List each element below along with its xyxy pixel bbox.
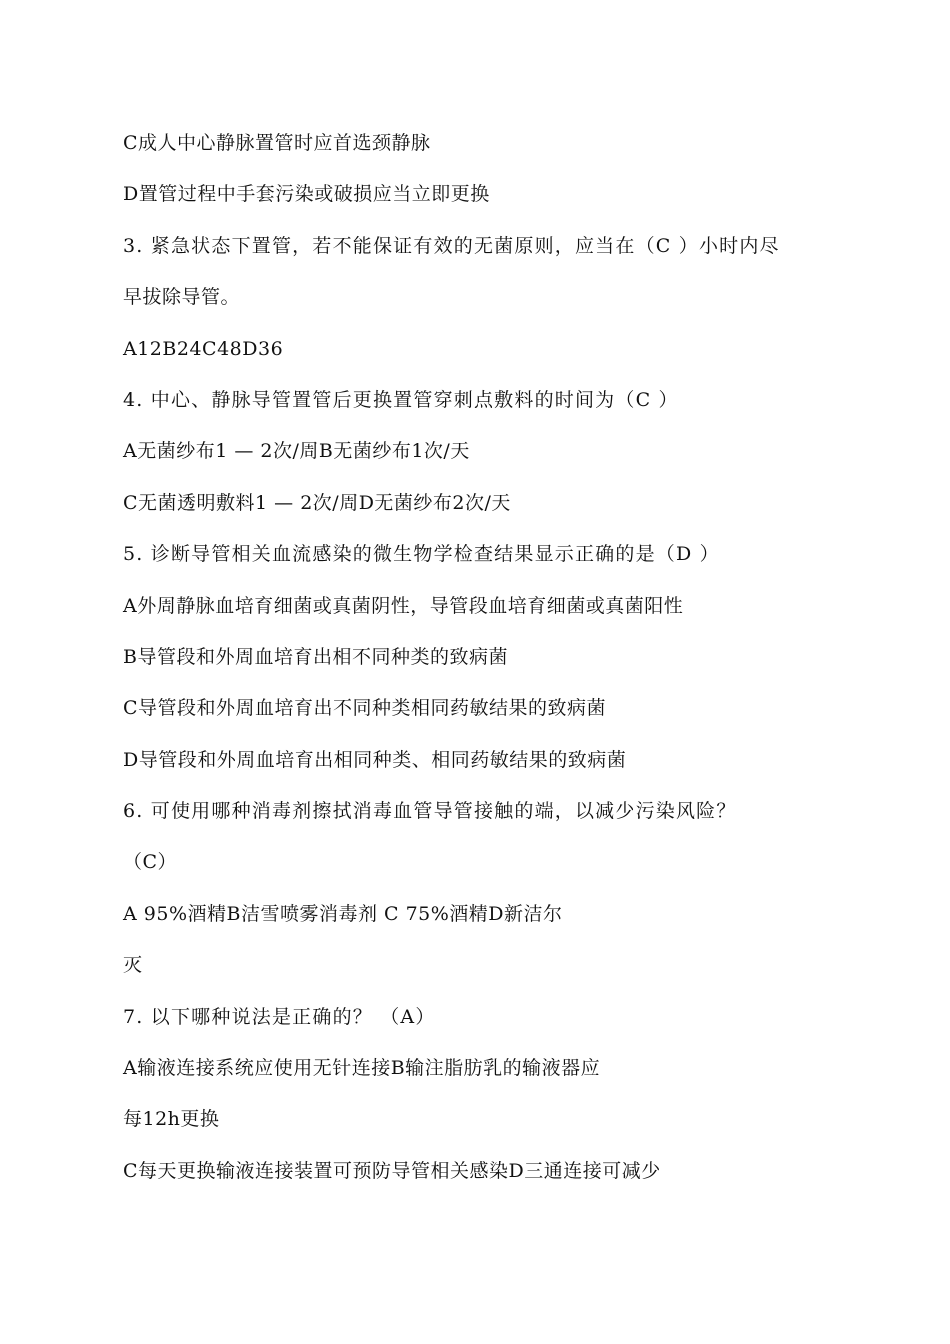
question-4-line: 4. 中心、静脉导管置管后更换置管穿刺点敷料的时间为（C ） (123, 388, 679, 411)
exam-text-body (123, 126, 883, 1205)
question-6-line: 6. 可使用哪种消毒剂擦拭消毒血管导管接触的端，以减少污染风险？ (123, 800, 737, 823)
question-3-options: A12B24C48D36 (123, 337, 284, 360)
question-6-options: A 95%酒精B洁雪喷雾消毒剂 C 75%酒精D新洁尔 (123, 902, 563, 925)
question-5-line: 5. 诊断导管相关血流感染的微生物学检查结果显示正确的是（D ） (123, 543, 720, 566)
option-line: D置管过程中手套污染或破损应当立即更换 (123, 183, 490, 206)
question-5-option-d: D导管段和外周血培育出相同种类、相同药敏结果的致病菌 (123, 748, 627, 771)
question-3-line: 3. 紧急状态下置管，若不能保证有效的无菌原则，应当在（C ）小时内尽 (123, 234, 780, 257)
question-5-option-c: C导管段和外周血培育出不同种类相同药敏结果的致病菌 (123, 697, 607, 720)
question-7-line: 7. 以下哪种说法是正确的？ （A） (123, 1005, 436, 1028)
option-line: C成人中心静脉置管时应首选颈静脉 (123, 132, 431, 154)
question-7-options-ab-continuation: 每12h更换 (123, 1108, 220, 1131)
question-4-options-cd: C无菌透明敷料1 — 2次/周D无菌纱布2次/天 (123, 491, 511, 514)
question-6-options-continuation: 灭 (123, 954, 143, 977)
question-7-options-cd: C每天更换输液连接装置可预防导管相关感染D三通连接可减少 (123, 1159, 661, 1182)
question-7-options-ab: A输液连接系统应使用无针连接B输注脂肪乳的输液器应 (123, 1057, 601, 1080)
question-5-option-b: B导管段和外周血培育出相不同种类的致病菌 (123, 645, 508, 668)
question-6-answer: （C） (123, 851, 178, 874)
question-4-options-ab: A无菌纱布1 — 2次/周B无菌纱布1次/天 (123, 440, 470, 463)
question-3-continuation: 早拔除导管。 (123, 286, 241, 309)
question-5-option-a: A外周静脉血培育细菌或真菌阴性，导管段血培育细菌或真菌阳性 (123, 594, 684, 617)
